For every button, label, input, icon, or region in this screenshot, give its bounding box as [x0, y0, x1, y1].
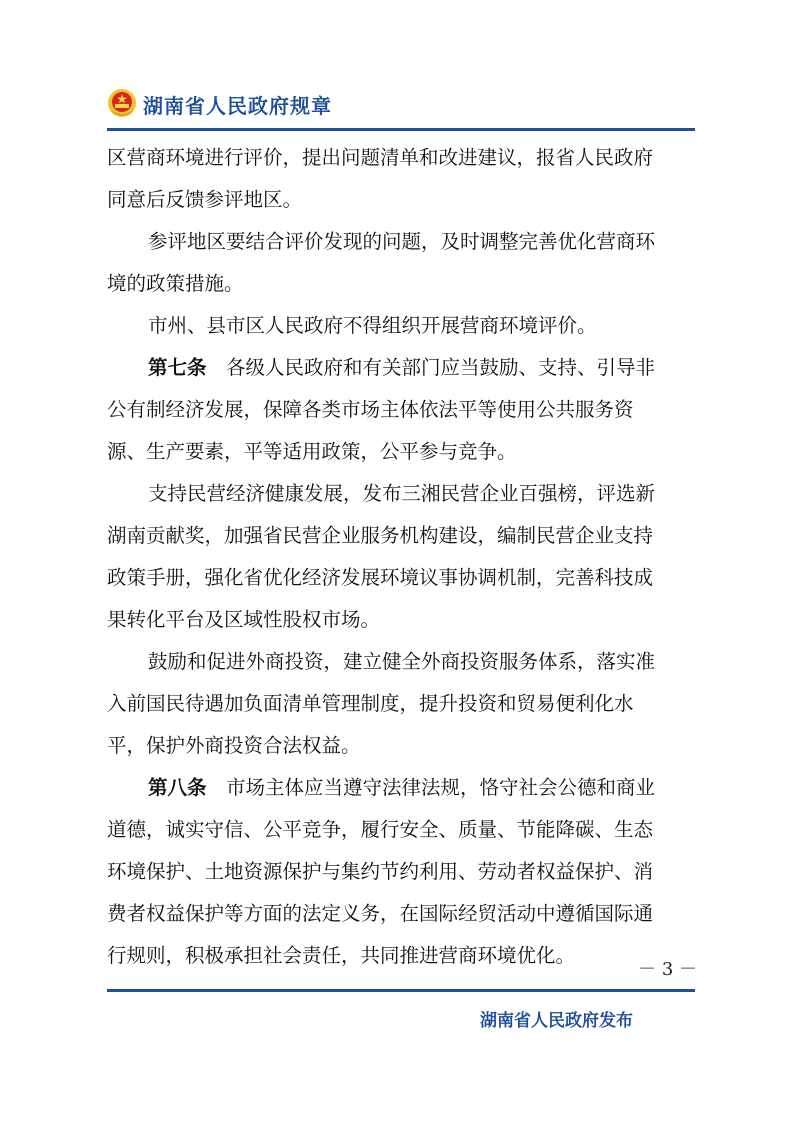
paragraph [107, 305, 697, 347]
text-line: 政策手册，强化省优化经济发展环境议事协调机制，完善科技成 [107, 566, 654, 589]
article-7 [107, 347, 697, 473]
header-title: 湖南省人民政府规章 [143, 94, 332, 118]
article-label: 第八条 [148, 776, 207, 799]
text-line: 费者权益保护等方面的法定义务，在国际经贸活动中遵循国际通 [107, 902, 654, 925]
article-label: 第七条 [148, 356, 207, 379]
text-line: 道德，诚实守信、公平竞争，履行安全、质量、节能降碳、生态 [107, 818, 654, 841]
text-line: 同意后反馈参评地区。 [107, 188, 303, 211]
text-line [107, 767, 697, 809]
article-8 [107, 767, 697, 977]
text-line: 行规则，积极承担社会责任，共同推进营商环境优化。 [107, 944, 576, 967]
text-line: 平，保护外商投资合法权益。 [107, 734, 361, 757]
text-line: 参评地区要结合评价发现的问题，及时调整完善优化营商环 [148, 230, 656, 253]
text-line: 环境保护、土地资源保护与集约节约利用、劳动者权益保护、消 [107, 860, 654, 883]
paragraph [107, 473, 697, 641]
footer-divider [107, 989, 695, 992]
article-text: 各级人民政府和有关部门应当鼓励、支持、引导非 [226, 356, 656, 379]
text-line: 湖南贡献奖，加强省民营企业服务机构建设，编制民营企业支持 [107, 524, 654, 547]
text-line: 入前国民待遇加负面清单管理制度，提升投资和贸易便利化水 [107, 692, 634, 715]
text-line: 鼓励和促进外商投资，建立健全外商投资服务体系，落实准 [148, 650, 656, 673]
page-number: － 3 － [638, 959, 697, 980]
text-line: 源、生产要素，平等适用政策，公平参与竞争。 [107, 440, 517, 463]
article-text: 市场主体应当遵守法律法规，恪守社会公德和商业 [226, 776, 656, 799]
text-line: 果转化平台及区域性股权市场。 [107, 608, 381, 631]
text-line: 区营商环境进行评价，提出问题清单和改进建议，报省人民政府 [107, 146, 654, 169]
paragraph [107, 641, 697, 767]
national-emblem-icon [107, 88, 137, 118]
text-line [107, 347, 697, 389]
page-header [107, 84, 695, 124]
paragraph [107, 221, 697, 305]
text-line: 市州、县市区人民政府不得组织开展营商环境评价。 [148, 314, 597, 337]
paragraph-continued [107, 137, 697, 221]
footer-publisher: 湖南省人民政府发布 [480, 1011, 633, 1031]
header-divider [107, 128, 695, 131]
text-line: 公有制经济发展，保障各类市场主体依法平等使用公共服务资 [107, 398, 634, 421]
text-line: 境的政策措施。 [107, 272, 244, 295]
document-body [107, 137, 697, 977]
text-line: 支持民营经济健康发展，发布三湘民营企业百强榜，评选新 [148, 482, 656, 505]
